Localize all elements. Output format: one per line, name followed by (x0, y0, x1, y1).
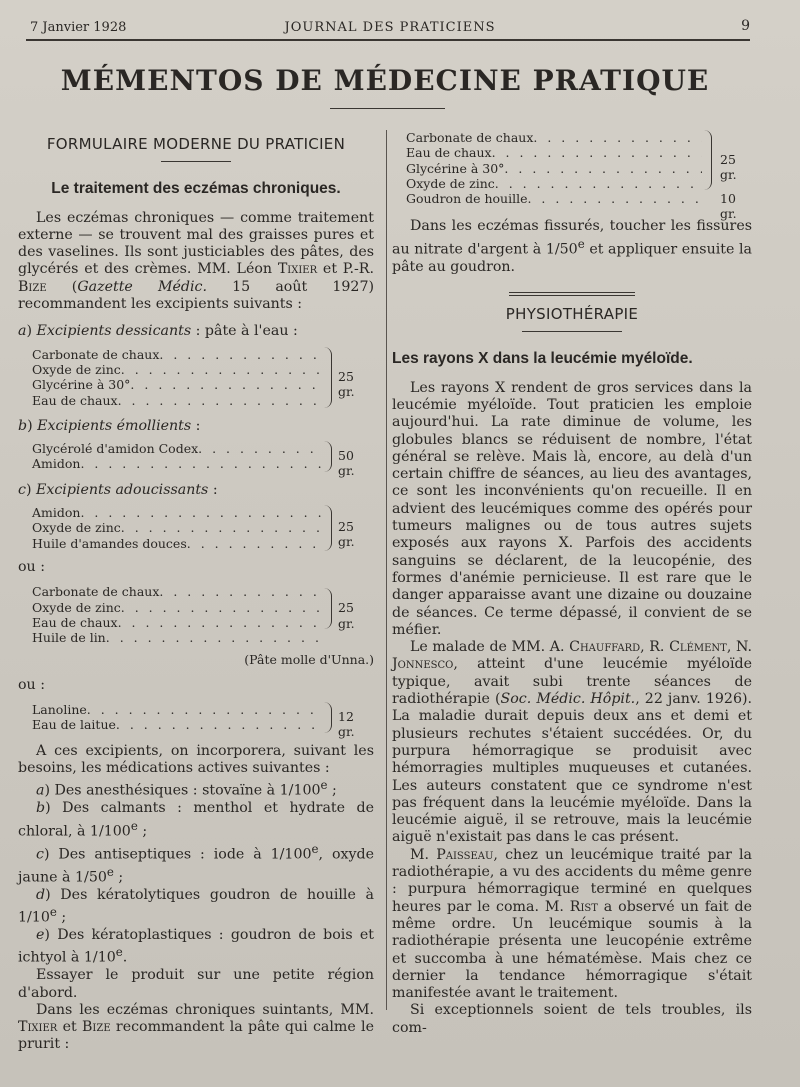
recipe-item: Carbonate de chaux . . . (32, 347, 322, 362)
essay-advice: Essayer le produit sur une petite région d'abord. (18, 967, 374, 1001)
title-rule (330, 108, 445, 109)
column-divider (386, 130, 387, 1010)
recipe-item: Carbonate de chaux . . . (32, 584, 322, 599)
recipe-item: Goudron de houille . . . (406, 191, 702, 206)
page-number: 9 (741, 18, 750, 34)
recipe-item: Glycérine à 30° . . . (406, 161, 702, 176)
quantity-label: 12 gr. (338, 709, 355, 740)
label-excipients-emollients: b) Excipients émollients : (18, 417, 201, 434)
recipe-item: Eau de chaux . . . (406, 145, 702, 160)
recipe-group-e (32, 702, 355, 740)
paragraph-chauffard-case: Le malade de MM. A. Chauffard, R. Clément, N. Jonnesco, atteint d'une leucémie myéloïde typique, avait subi trente séances de radiothérapie (Soc. Médic. Hôpit., 22 janv. 1926). La maladie durait depuis deux ans et demi et plusieurs rechutes s'étaient succédées. Or, du purpura hémorragique se produisit avec hémorragies multiples muqueuses et cutanées. Les auteurs constatent que ce syndrome n'est pas fréquent dans la leucémie myéloïde. Dans la leucémie aiguë, il se retrouve, mais la leucémie aiguë n'existait pas dans le cas présent. (392, 639, 753, 846)
article-title-rayons-x: Les rayons X dans la leucémie myéloïde. (392, 350, 693, 368)
recipe-item: Huile d'amandes douces . . . (32, 536, 322, 551)
main-title: MÉMENTOS DE MÉDECINE PRATIQUE (60, 64, 710, 97)
quantity-label: 25 gr. (338, 368, 355, 399)
paragraph-continuation: Si exceptionnels soient de tels troubles, ils com- (392, 1002, 752, 1036)
closing-paragraph: Dans les eczémas chroniques suintants, MM. Tixier et Bize recommandent la pâte qui calme le prurit : (18, 1001, 374, 1053)
recipe-group-b (32, 441, 355, 479)
recipe-item: Oxyde de zinc . . . (406, 176, 702, 191)
right-column (392, 130, 752, 1037)
quantity-label: 25 gr. (720, 152, 737, 183)
section-title-physiotherapie: PHYSIOTHÉRAPIE (505, 305, 639, 324)
recipe-item: Eau de laitue . . . (32, 717, 322, 732)
paragraph-rayons-x: Les rayons X rendent de gros services dans la leucémie myéloïde. Tout praticien les emploie aujourd'hui. La rate diminue de volume, les globules blancs se réduisent de nombre, l'état général se relève. Mais là, encore, au delà d'un certain chiffre de séances, au lieu des avantages, ce sont les inconvénients qu'on recueille. Il en advient des leucémiques comme des opérés pour tumeurs malignes ou de tous autres sujets exposés aux rayons X. Parfois des accidents sanguins se déclarent, de la leucopénie, des formes d'anémie pernicieuse. Il est rare que le danger apparaisse avant une dizaine ou douzaine de séances. Ce terme dépassé, il convient de se méfier. (392, 379, 752, 638)
article-title-eczemas: Le traitement des eczémas chroniques. (51, 180, 341, 198)
recipe-item: Carbonate de chaux . . . (406, 130, 702, 145)
recipe-group-a (32, 346, 355, 408)
intro-paragraph: Les eczémas chroniques — comme traitement externe — se trouvent mal des graisses pures et des vaselines. Ils sont justiciables des pâtes, des glycérés et des crèmes. MM. Léon Tixier et P.-R. Bize (Gazette Médic. 15 août 1927) recommandent les excipients suivants : (18, 209, 374, 313)
label-excipients-adoucissants: c) Excipients adoucissants : (18, 481, 218, 498)
header-rule (26, 39, 750, 41)
recipe-item: Oxyde de zinc . . . (32, 600, 322, 615)
recipe-group-f (406, 130, 737, 222)
unna-note: (Pâte molle d'Unna.) (244, 652, 374, 668)
section-rule (161, 161, 231, 162)
quantity-label: 25 gr. (338, 519, 355, 550)
quantity-label: 25 gr. (338, 600, 355, 631)
left-column (18, 130, 374, 1054)
header-journal-name: JOURNAL DES PRATICIENS (284, 20, 496, 35)
section-title-formulaire: FORMULAIRE MODERNE DU PRATICIEN (46, 135, 346, 153)
medication-item: a) Des anesthésiques : stovaïne à 1/100e ; (36, 778, 337, 799)
recipe-item: Huile de lin . . . (32, 630, 322, 645)
quantity-label: 10 gr. (720, 191, 737, 222)
recipe-item: Amidon . . . (32, 456, 322, 471)
label-excipients-dessicants: a) Excipients dessicants : pâte à l'eau : (18, 323, 298, 340)
medication-item: d) Des kératolytiques goudron de houille à 1/10e ; (18, 886, 374, 926)
fissures-paragraph: Dans les eczémas fissurés, toucher les fissures au nitrate d'argent à 1/50e et appliquer ensuite la pâte au goudron. (392, 218, 752, 275)
recipe-group-c (32, 505, 355, 551)
recipe-item: Glycérolé d'amidon Codex . . . (32, 441, 322, 456)
recipe-item: Oxyde de zinc . . . (32, 520, 322, 535)
medications-intro: A ces excipients, on incorporera, suivant les besoins, les médications actives suivantes : (18, 742, 374, 776)
medication-item: b) Des calmants : menthol et hydrate de chloral, à 1/100e ; (18, 800, 374, 840)
medication-item: c) Des antiseptiques : iode à 1/100e, oxyde jaune à 1/50e ; (18, 841, 374, 886)
running-header (30, 18, 750, 38)
recipe-item: Oxyde de zinc . . . (32, 362, 322, 377)
ou-separator: ou : (18, 558, 45, 575)
paragraph-paisseau-case: M. Paisseau, chez un leucémique traité par la radiothérapie, a vu des accidents du même genre : purpura hémorragique terminé en quelques heures par le coma. M. Rist a observé un fait de même ordre. Un leucémique soumis à la radiothérapie présenta une leucopénie extrême et succomba à une hématémèse. Mais chez ce dernier la tendance hémorragique s'était manifestée avant le traitement. (392, 846, 753, 1002)
header-date: 7 Janvier 1928 (30, 20, 127, 35)
medication-item: e) Des kératoplastiques : goudron de bois et ichtyol à 1/10e. (18, 926, 374, 966)
recipe-item: Lanoline . . . (32, 702, 322, 717)
recipe-item: Eau de chaux . . . (32, 393, 322, 408)
section-rule (522, 331, 622, 332)
section-separator (509, 292, 635, 296)
ou-separator: ou : (18, 676, 45, 693)
recipe-item: Amidon . . . (32, 505, 322, 520)
recipe-group-d (32, 584, 355, 646)
quantity-label: 50 gr. (338, 448, 355, 479)
recipe-item: Glycérine à 30° . . . (32, 377, 322, 392)
recipe-item: Eau de chaux . . . (32, 615, 322, 630)
